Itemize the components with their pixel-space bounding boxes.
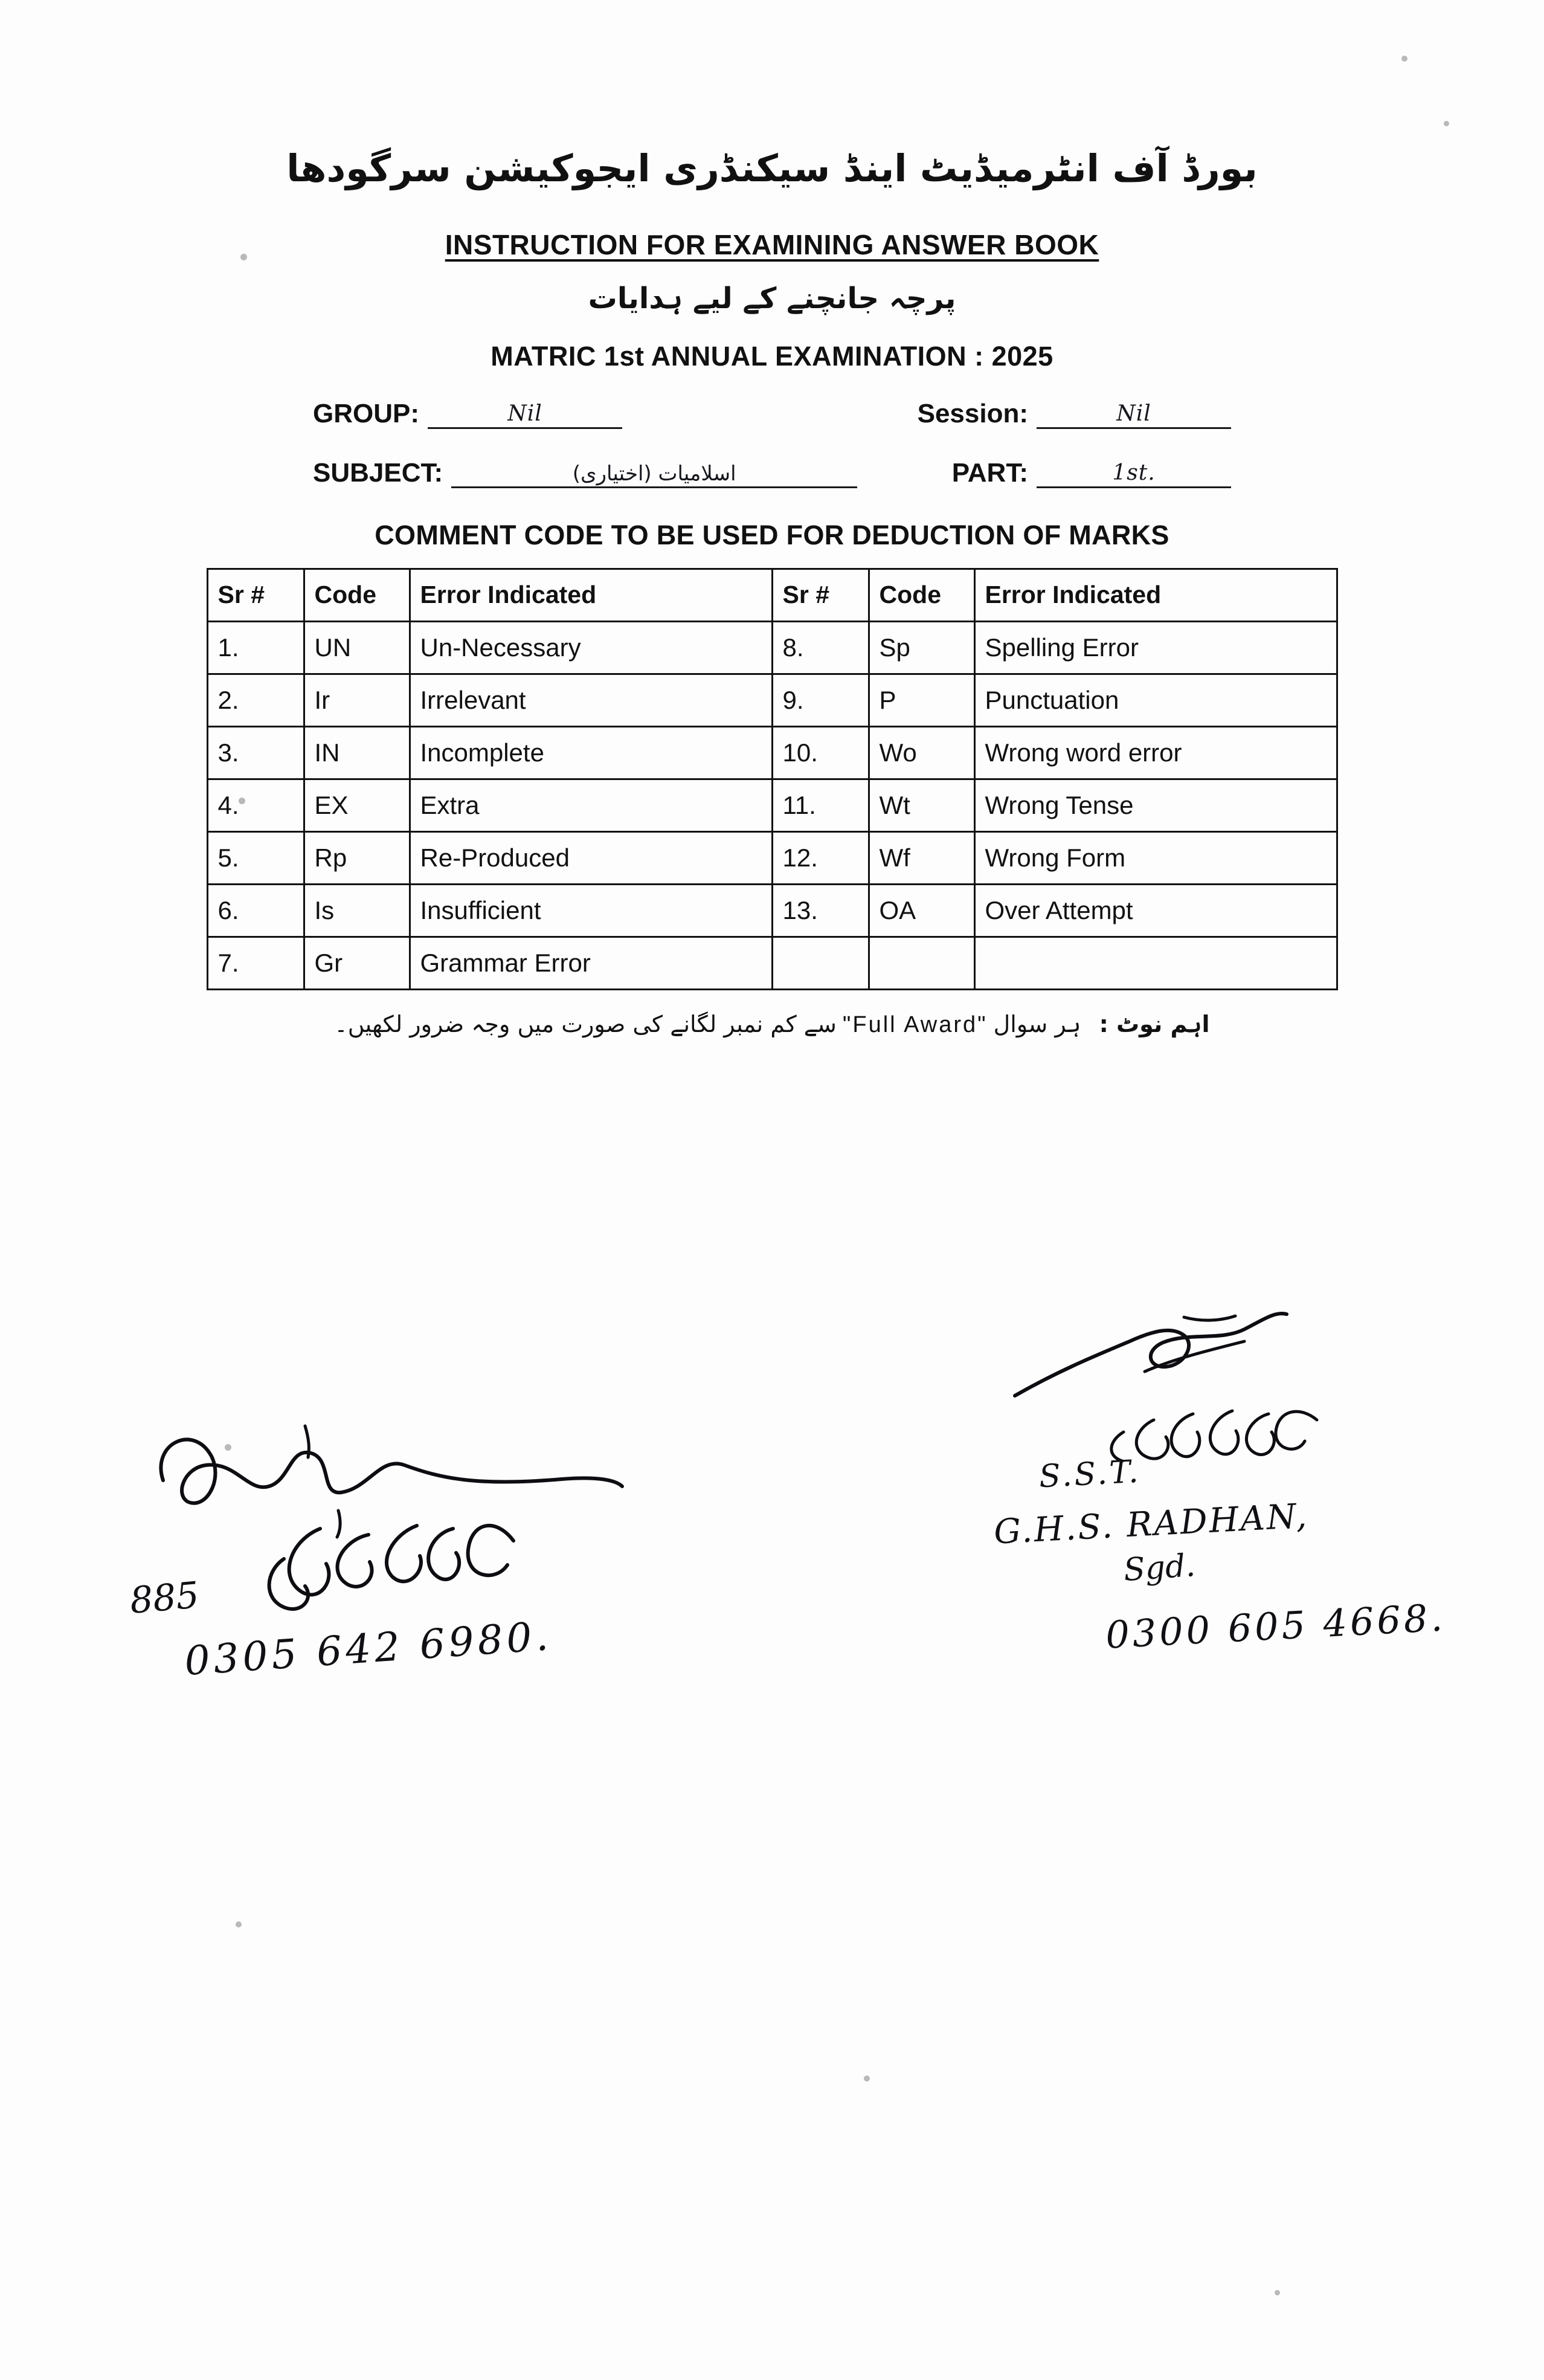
right-designation: S.S.T.	[1038, 1453, 1142, 1495]
board-title: بورڈ آف انٹرمیڈیٹ اینڈ سیکنڈری ایجوکیشن سرگودھا	[286, 146, 1258, 190]
table-row	[207, 674, 1337, 726]
table-cell: 13.	[772, 884, 869, 937]
table-cell: EX	[304, 779, 410, 831]
table-cell: Is	[304, 884, 410, 937]
subject-part-row	[313, 458, 1231, 488]
table-row	[207, 726, 1337, 779]
table-cell: Insufficient	[410, 884, 772, 937]
table-header-cell: Code	[869, 569, 974, 621]
table-header-cell: Code	[304, 569, 410, 621]
left-signature-stroke	[139, 1390, 683, 1583]
subject-field	[313, 458, 857, 488]
scan-speck	[864, 2075, 870, 2082]
table-cell: Over Attempt	[974, 884, 1337, 937]
scan-speck	[236, 1921, 242, 1927]
table-cell: Wo	[869, 726, 974, 779]
table-cell: Sp	[869, 621, 974, 674]
table-cell: Wrong Tense	[974, 779, 1337, 831]
instruction-heading-urdu: پرچہ جانچنے کے لیے ہدایات	[588, 281, 956, 315]
note-latin-term: "Full Award"	[842, 1011, 988, 1037]
table-cell: 9.	[772, 674, 869, 726]
table-cell: Ir	[304, 674, 410, 726]
table-row	[207, 831, 1337, 884]
table-cell: Gr	[304, 937, 410, 989]
table-cell: Wrong word error	[974, 726, 1337, 779]
table-cell: 11.	[772, 779, 869, 831]
right-phone-number: 0300 605 4668.	[1104, 1595, 1447, 1657]
table-cell: Rp	[304, 831, 410, 884]
note-part-two: سے کم نمبر لگانے کی صورت میں وجہ ضرور لکھیں۔	[334, 1010, 837, 1037]
table-cell: Punctuation	[974, 674, 1337, 726]
table-row	[207, 779, 1337, 831]
note-part-one: ہر سوال	[993, 1010, 1081, 1037]
comment-code-table	[207, 568, 1338, 990]
part-label: PART:	[951, 457, 1028, 488]
session-label: Session:	[917, 398, 1028, 428]
table-header-cell: Error Indicated	[974, 569, 1337, 621]
table-header-cell: Sr #	[772, 569, 869, 621]
part-field	[952, 458, 1231, 488]
table-cell: 5.	[207, 831, 304, 884]
table-cell: 6.	[207, 884, 304, 937]
group-value[interactable]: Nil	[428, 403, 622, 429]
table-cell: 2.	[207, 674, 304, 726]
table-cell: 3.	[207, 726, 304, 779]
table-cell	[772, 937, 869, 989]
table-header-cell: Error Indicated	[410, 569, 772, 621]
scan-speck	[225, 1444, 231, 1451]
table-cell: 8.	[772, 621, 869, 674]
right-school-name: G.H.S. RADHAN,	[992, 1496, 1310, 1552]
group-field	[313, 399, 622, 429]
exam-title: MATRIC 1st ANNUAL EXAMINATION : 2025	[491, 340, 1053, 372]
table-cell: 7.	[207, 937, 304, 989]
right-signed-marker: Sgd.	[1122, 1547, 1197, 1589]
part-value[interactable]: 1st.	[1037, 462, 1231, 488]
table-cell	[869, 937, 974, 989]
table-row	[207, 884, 1337, 937]
table-header-cell: Sr #	[207, 569, 304, 621]
group-label: GROUP:	[313, 398, 419, 428]
table-cell: Wf	[869, 831, 974, 884]
subject-value[interactable]: اسلامیات (اختیاری)	[451, 463, 857, 488]
table-cell: 1.	[207, 621, 304, 674]
session-field	[918, 399, 1231, 429]
table-row	[207, 621, 1337, 674]
left-phone-number: 0305 642 6980.	[183, 1612, 553, 1685]
table-cell: Grammar Error	[410, 937, 772, 989]
table-cell: Incomplete	[410, 726, 772, 779]
table-cell: 12.	[772, 831, 869, 884]
table-cell: UN	[304, 621, 410, 674]
instruction-heading: INSTRUCTION FOR EXAMINING ANSWER BOOK	[445, 228, 1099, 260]
scan-speck	[1275, 2290, 1280, 2295]
comment-code-heading: COMMENT CODE TO BE USED FOR DEDUCTION OF MARKS	[375, 519, 1169, 550]
table-cell	[974, 937, 1337, 989]
table-cell: Spelling Error	[974, 621, 1337, 674]
table-row	[207, 937, 1337, 989]
table-cell: OA	[869, 884, 974, 937]
table-cell: Extra	[410, 779, 772, 831]
group-session-row	[313, 399, 1231, 429]
table-cell: Irrelevant	[410, 674, 772, 726]
table-cell: 4.	[207, 779, 304, 831]
subject-label: SUBJECT:	[313, 457, 443, 488]
left-marks-note: 885	[128, 1574, 201, 1622]
table-cell: Wt	[869, 779, 974, 831]
table-cell: 10.	[772, 726, 869, 779]
session-value[interactable]: Nil	[1037, 403, 1231, 429]
right-signature-stroke	[1003, 1299, 1317, 1432]
table-header-row	[207, 569, 1337, 621]
important-note	[246, 1011, 1298, 1038]
table-cell: Un-Necessary	[410, 621, 772, 674]
table-cell: Wrong Form	[974, 831, 1337, 884]
table-cell: IN	[304, 726, 410, 779]
table-cell: Re-Produced	[410, 831, 772, 884]
table-cell: P	[869, 674, 974, 726]
note-label: اہم نوٹ :	[1099, 1010, 1210, 1037]
left-name-urdu-stroke	[211, 1492, 586, 1631]
document-body	[0, 0, 1544, 1038]
